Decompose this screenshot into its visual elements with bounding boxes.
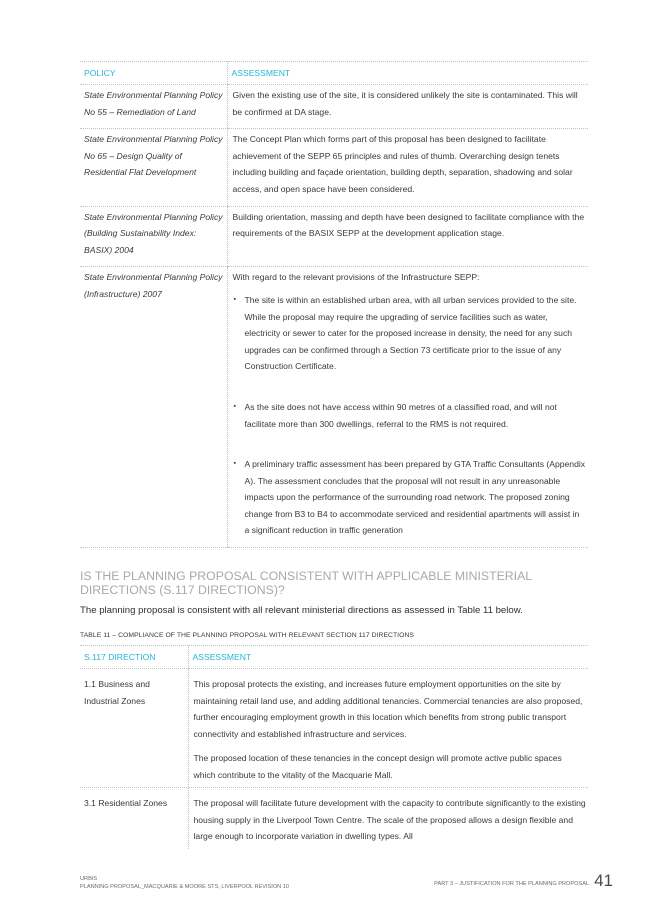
assessment-paragraph: The proposed location of these tenancies in the concept design will promote active public spaces which contribute to the vitality of the Macquarie Mall. (193, 753, 562, 780)
table-row (80, 788, 588, 849)
page-number: 41 (594, 871, 613, 890)
assessment-paragraph: The proposal will facilitate future development with the capacity to contribute significantly to the existing housing supply in the Liverpool Town Centre. The scale of the proposed allows a design flexible and large enough to incorporate variation in dwelling types. All (193, 798, 586, 841)
column-header-policy: POLICY (80, 62, 227, 85)
policy-cell: State Environmental Planning Policy No 55 – Remediation of Land (80, 85, 227, 129)
table-caption: TABLE 11 – COMPLIANCE OF THE PLANNING PROPOSAL WITH RELEVANT SECTION 117 DIRECTIONS (80, 632, 414, 639)
policy-cell: State Environmental Planning Policy (Building Sustainability Index: BASIX) 2004 (80, 206, 227, 267)
assessment-cell (188, 669, 588, 788)
direction-cell: 3.1 Residential Zones (84, 798, 168, 808)
assessment-cell (188, 788, 588, 849)
bullet-list (233, 292, 587, 539)
table-header-row (80, 62, 588, 85)
table-header-row (80, 646, 588, 669)
bullet-item: ▪ As the site does not have access within 90 metres of a classified road, and will not facilitate more than 300 dwellings, referral to the RMS is not required. (245, 399, 587, 432)
table-row (80, 206, 588, 267)
bullet-item: ▪ The site is within an established urban area, with all urban services provided to the site. While the proposal may require the upgrading of service facilities such as water, electricity or sewer to cater for the proposed increase in density, the need for any such upgrades can be confirmed through a Section 73 certificate prior to the issue of any Construction Certificate. (245, 292, 587, 375)
table-row (80, 129, 588, 206)
assessment-paragraph: This proposal protects the existing, and increases future employment opportunities on the site by maintaining retail land use, and adding additional tenancies. Commercial tenancies are also proposed, further encouraging employment growth in this location which benefits from strong public transport connectivity and established infrastructure and services. (193, 679, 583, 739)
footer-company: URBIS (80, 876, 98, 882)
assessment-cell (227, 267, 588, 548)
column-header-direction: S.117 DIRECTION (80, 646, 188, 669)
direction-cell: 1.1 Business and Industrial Zones (80, 669, 188, 788)
footer-section-title: PART 3 – JUSTIFICATION FOR THE PLANNING PROPOSAL (434, 881, 590, 887)
column-header-assessment: ASSESSMENT (227, 62, 588, 85)
table-row (80, 85, 588, 129)
bullet-item: ▪ A preliminary traffic assessment has been prepared by GTA Traffic Consultants (Appendix A). The assessment concludes that the proposal will not result in any unreasonable impacts upon the performance of the surrounding road network. The proposed zoning change from B3 to B4 to accommodate serviced and residential apartments will assist in a significant reduction in traffic generation (245, 456, 587, 539)
footer-page-info (434, 872, 613, 890)
policy-assessment-table (80, 61, 588, 548)
intro-paragraph: The planning proposal is consistent with all relevant ministerial directions as assessed in Table 11 below. (80, 605, 523, 616)
column-header-assessment: ASSESSMENT (188, 646, 588, 669)
table-row (80, 669, 588, 788)
policy-cell: State Environmental Planning Policy (Infrastructure) 2007 (80, 267, 227, 548)
assessment-cell: Building orientation, massing and depth have been designed to facilitate compliance with the requirements of the BASIX SEPP at the development application stage. (227, 206, 588, 267)
s117-direction-table (80, 645, 588, 849)
section-heading: IS THE PLANNING PROPOSAL CONSISTENT WITH APPLICABLE MINISTERIAL DIRECTIONS (S.117 DIRECTIONS)? (80, 569, 532, 597)
footer-document-title: PLANNING PROPOSAL_MACQUARIE & MOORE STS, LIVERPOOL REVISION 10 (80, 883, 289, 890)
assessment-lead-text: With regard to the relevant provisions of the Infrastructure SEPP: (232, 272, 480, 283)
policy-cell: State Environmental Planning Policy No 65 – Design Quality of Residential Flat Development (80, 129, 227, 206)
assessment-cell: The Concept Plan which forms part of this proposal has been designed to facilitate achievement of the SEPP 65 principles and rules of thumb. Overarching design tenets including building and façade orientation, building depth, separation, shadowing and solar access, and open space have been considered. (227, 129, 588, 206)
table-row (80, 267, 588, 548)
footer-document-info (80, 876, 289, 891)
assessment-cell: Given the existing use of the site, it is considered unlikely the site is contaminated. This will be confirmed at DA stage. (227, 85, 588, 129)
